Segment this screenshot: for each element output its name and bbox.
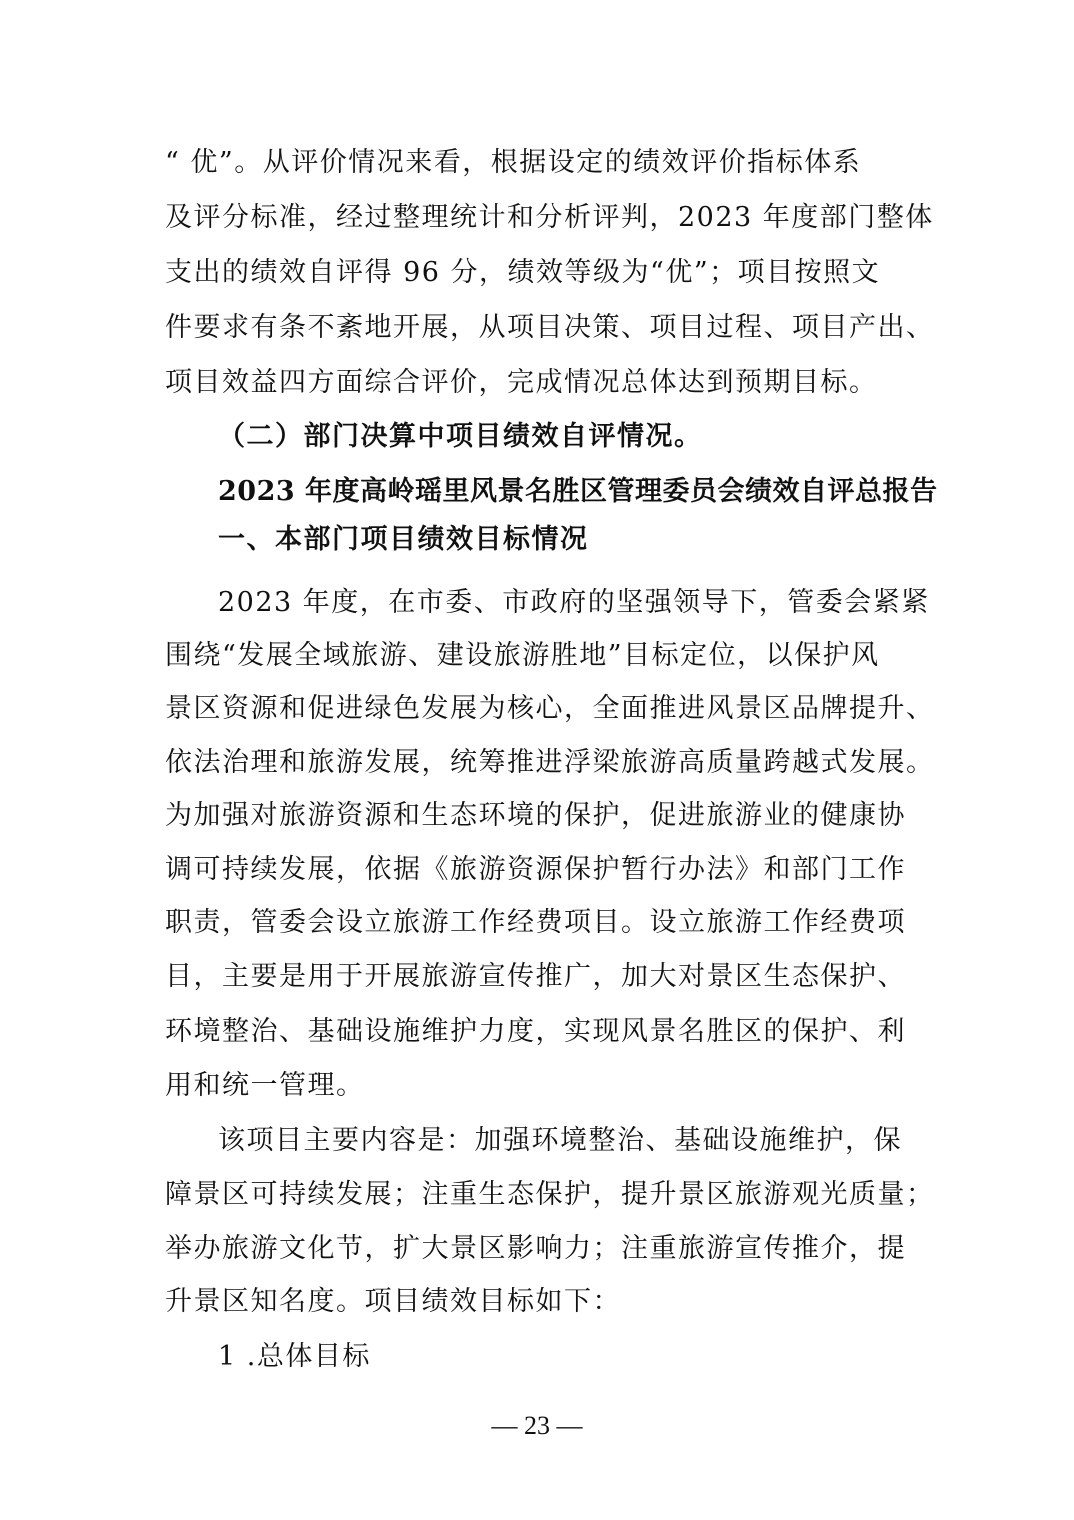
paragraph-3-line-2: 障景区可持续发展；注重生态保护，提升景区旅游观光质量； — [165, 1179, 935, 1210]
paragraph-2-line-2: 围绕“发展全域旅游、建设旅游胜地”目标定位，以保护风 — [165, 640, 880, 671]
paragraph-1-line-3: 支出的绩效自评得 96 分，绩效等级为“优”；项目按照文 — [165, 257, 881, 288]
paragraph-2-line-6: 调可持续发展，依据《旅游资源保护暂行办法》和部门工作 — [165, 854, 906, 885]
paragraph-2-line-9: 环境整治、基础设施维护力度，实现风景名胜区的保护、利 — [165, 1016, 906, 1047]
paragraph-2-line-4: 依法治理和旅游发展，统筹推进浮梁旅游高质量跨越式发展。 — [165, 747, 935, 778]
paragraph-2-line-8: 目，主要是用于开展旅游宣传推广，加大对景区生态保护、 — [165, 961, 906, 992]
item-1-heading: 1 .总体目标 — [218, 1341, 371, 1372]
section-1-heading: 一、本部门项目绩效目标情况 — [218, 524, 589, 555]
paragraph-2-line-10: 用和统一管理。 — [165, 1070, 365, 1101]
paragraph-2-line-3: 景区资源和促进绿色发展为核心，全面推进风景区品牌提升、 — [165, 693, 935, 724]
paragraph-3-line-1: 该项目主要内容是：加强环境整治、基础设施维护，保 — [218, 1125, 902, 1156]
paragraph-3-line-4: 升景区知名度。项目绩效目标如下： — [165, 1286, 621, 1317]
paragraph-1-line-2: 及评分标准，经过整理统计和分析评判，2023 年度部门整体 — [165, 202, 934, 233]
paragraph-1-line-4: 件要求有条不紊地开展，从项目决策、项目过程、项目产出、 — [165, 312, 935, 343]
paragraph-2-line-1: 2023 年度，在市委、市政府的坚强领导下，管委会紧紧 — [218, 587, 930, 618]
report-title: 2023 年度高岭瑶里风景名胜区管理委员会绩效自评总报告 — [218, 476, 938, 507]
paragraph-1-line-1: “ 优”。从评价情况来看，根据设定的绩效评价指标体系 — [165, 147, 862, 178]
paragraph-2-line-5: 为加强对旅游资源和生态环境的保护，促进旅游业的健康协 — [165, 800, 906, 831]
section-2-heading: （二）部门决算中项目绩效自评情况。 — [218, 421, 703, 452]
paragraph-1-line-5: 项目效益四方面综合评价，完成情况总体达到预期目标。 — [165, 367, 878, 398]
page-number: — 23 — — [491, 1411, 583, 1440]
paragraph-3-line-3: 举办旅游文化节，扩大景区影响力；注重旅游宣传推介，提 — [165, 1233, 906, 1264]
paragraph-2-line-7: 职责，管委会设立旅游工作经费项目。设立旅游工作经费项 — [165, 907, 906, 938]
